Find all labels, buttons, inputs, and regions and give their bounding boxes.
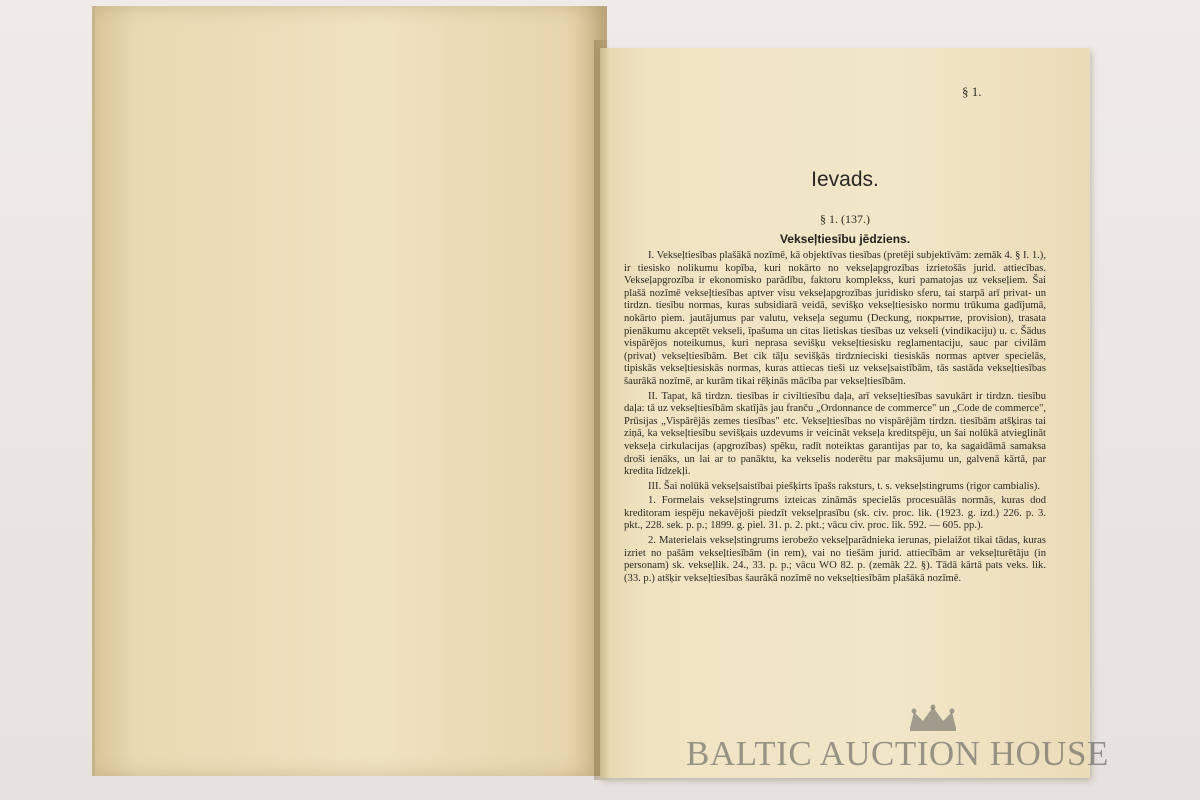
watermark-text: BALTIC AUCTION HOUSE [686, 734, 1109, 773]
section-mark: § 1. (137.) [820, 212, 870, 226]
paragraph: 1. Formelais vekseļstingrums izteicas zināmās specielās procesuālās normās, kuras dod kreditoram iespēju nekavējoši piedzīt vekseļprasību (sk. civ. proc. lik. (1923. g. izd.) 226. p. 3. pkt., 228. sek. p. p.; 1899. g. piel. 31. p. 2. pkt.; vācu civ. proc. lik. 592. — 605. pp.). [624, 495, 1046, 532]
paragraph: 2. Materielais vekseļstingrums ierobežo vekseļparādnieka ierunas, pielaižot tikai tādas, kuras izriet no pašām vekseļtiesībām (in rem), vai no tiešām jurid. attiecībām ar vekseļturētāju (in personam) sk. vekseļlik. 24., 33. p. p.; vācu WO 82. p. (zemāk 22. §). Tādā kārtā pats veks. lik. (33. p.) atšķir vekseļtiesības šaurākā nozīmē no vekseļtiesībām plašākā nozīmē. [624, 535, 1046, 584]
book-gutter [594, 40, 610, 780]
paragraph: III. Šai nolūkā vekseļsaistībai piešķirts īpašs raksturs, t. s. vekseļstingrums (rigor cambialis). [648, 480, 1040, 492]
paragraph: II. Tapat, kā tirdzn. tiesības ir civiltiesību daļa, arī vekseļtiesības savukārt ir tirdzn. tiesību daļa: tā uz vekseļtiesībām skatījās jau franču „Ordonnance de commerce" un „Code de commerce", Prūsijas „Vispārējās zemes tiesības" etc. Vekseļtiesības no vispārējām tirdzn. tiesībām atšķiras tai ziņā, ka vekseļtiesību sevišķais uzdevums ir veicināt vekseļa kreditspēju, un šai nolūkā atvieglināt vekseļa cirkulacijas (apgrozības) spēku, radīt noteiktas garantijas par to, ka sagaidāmā samaksa droši ienāks, un lai ar to panāktu, ka vekselis noderētu par maksājumu un, galvenā kārtā, par kredita līdzekļi. [624, 390, 1046, 478]
chapter-heading: Ievads. [811, 168, 879, 191]
page-number: § 1. [962, 84, 982, 99]
body-text [624, 250, 1046, 587]
section-title: Vekseļtiesību jēdziens. [779, 232, 911, 246]
left-page-blank [92, 6, 607, 776]
crown-icon [906, 704, 960, 732]
paragraph: I. Vekseļtiesības plašākā nozīmē, kā objektīvas tiesības (pretēji subjektīvām: zemāk 4. § I. 1.), ir tiesisko nolikumu kopība, kuri nokārto no vekseļapgrozības izrietošās jurid. attiecības. Vekseļapgrozība ir ekonomisko parādību, faktoru komplekss, kuri pamatojas uz vekseļiem. Šai plašā nozīmē vekseļtiesības aptver visu vekseļapgrozības juridisko sferu, tai starpā arī privat- un tirdzn. tiesību normas, kuras subsidiarā veidā, sevišķo vekseļtiesisko normu trūkuma gadījumā, nokārto piem. jautājumus par valutu, vekseļa segumu (Deckung, покрытие, provision), trasata pienākumu akceptēt vekseli, īpašuma un citas lietiskas tiesības uz vekseli (vindikaciju) u. c. Šādus vispārējos noteikumus, kuri neprasa sevišķu vekseļtiesisku reglamentaciju, sauc par civilām (privat) vekseļtiesībām. Bet cik tāļu sevišķās tirdznieciski tiesiskās normas aptver specielās, tipiskās vekseļtiesiskās normas, kuras attiecas tieši uz vekseļsaistībām, tās sastāda vekseļtiesības šaurākā nozīmē, ar kurām tikai rēķinās mācība par vekseļtiesībām. [624, 250, 1046, 387]
